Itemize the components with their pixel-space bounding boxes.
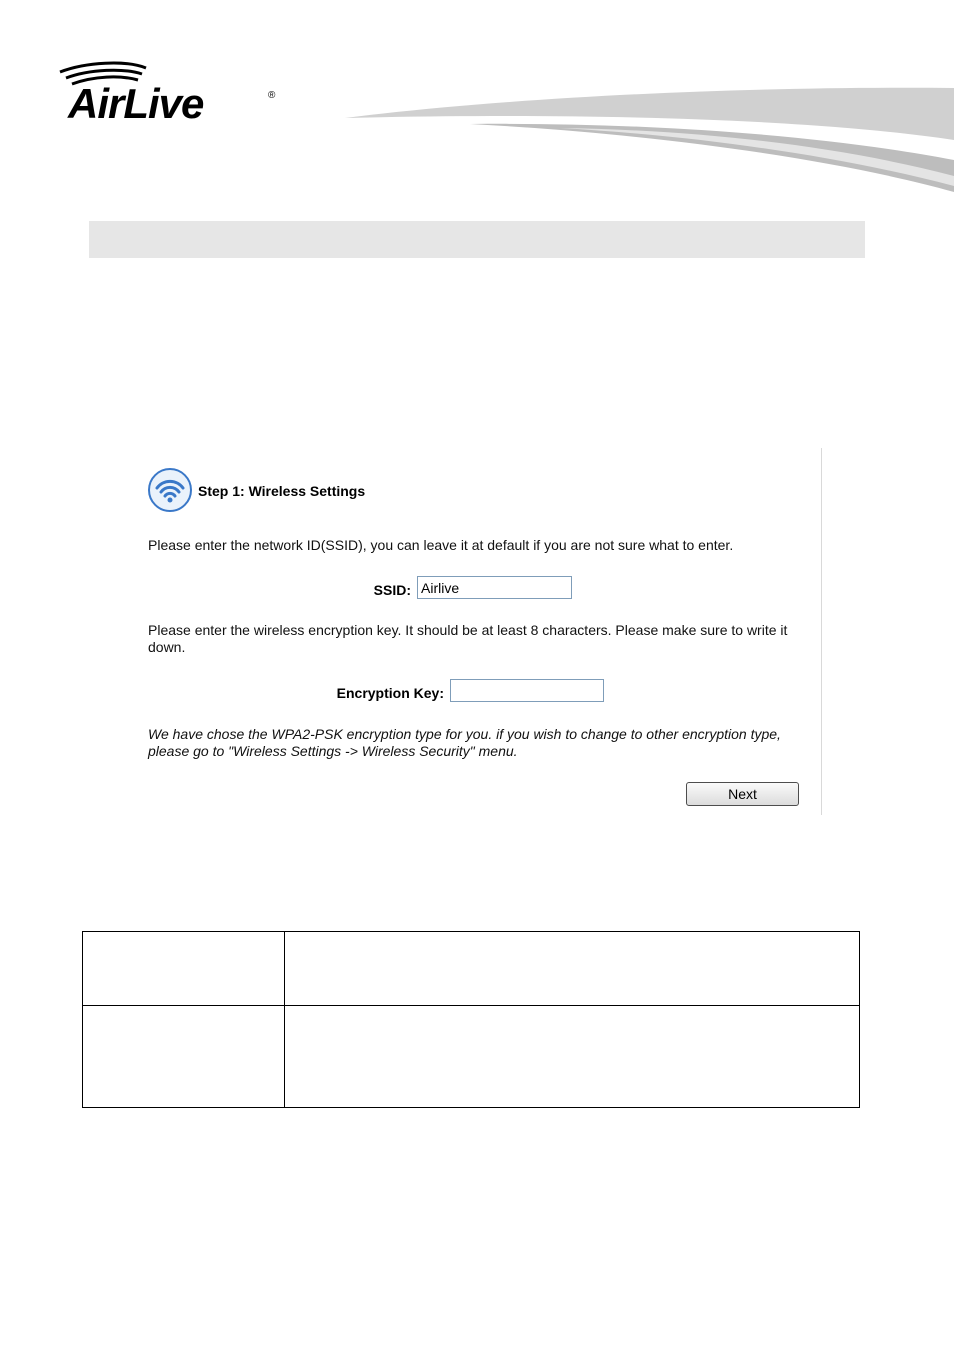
airlive-logo — [56, 58, 286, 128]
table-row — [83, 932, 860, 1006]
encryption-key-instructions: Please enter the wireless encryption key. It should be at least 8 characters. Please make sure to write it down. — [148, 622, 788, 655]
ssid-input[interactable] — [417, 576, 572, 599]
table-cell — [83, 1006, 285, 1108]
table-cell — [83, 932, 285, 1006]
wifi-icon — [147, 467, 193, 513]
svg-text:AirLive: AirLive — [68, 80, 204, 127]
description-table — [82, 931, 860, 1108]
next-button[interactable]: Next — [686, 782, 799, 806]
ssid-instructions: Please enter the network ID(SSID), you can leave it at default if you are not sure what to enter. — [148, 537, 734, 553]
encryption-key-label: Encryption Key: — [336, 685, 444, 701]
table-cell — [285, 1006, 860, 1108]
wizard-title: Step 1: Wireless Settings — [198, 483, 366, 499]
encryption-key-input[interactable] — [450, 679, 604, 702]
table-cell — [285, 932, 860, 1006]
table-row — [83, 1006, 860, 1108]
section-heading-bar — [89, 221, 865, 258]
ssid-label: SSID: — [373, 582, 411, 598]
encryption-type-note: We have chose the WPA2-PSK encryption type for you. if you wish to change to other encryption type, please go to "Wireless Settings -> Wireless Security" menu. — [148, 726, 781, 759]
svg-text:®: ® — [268, 90, 276, 101]
